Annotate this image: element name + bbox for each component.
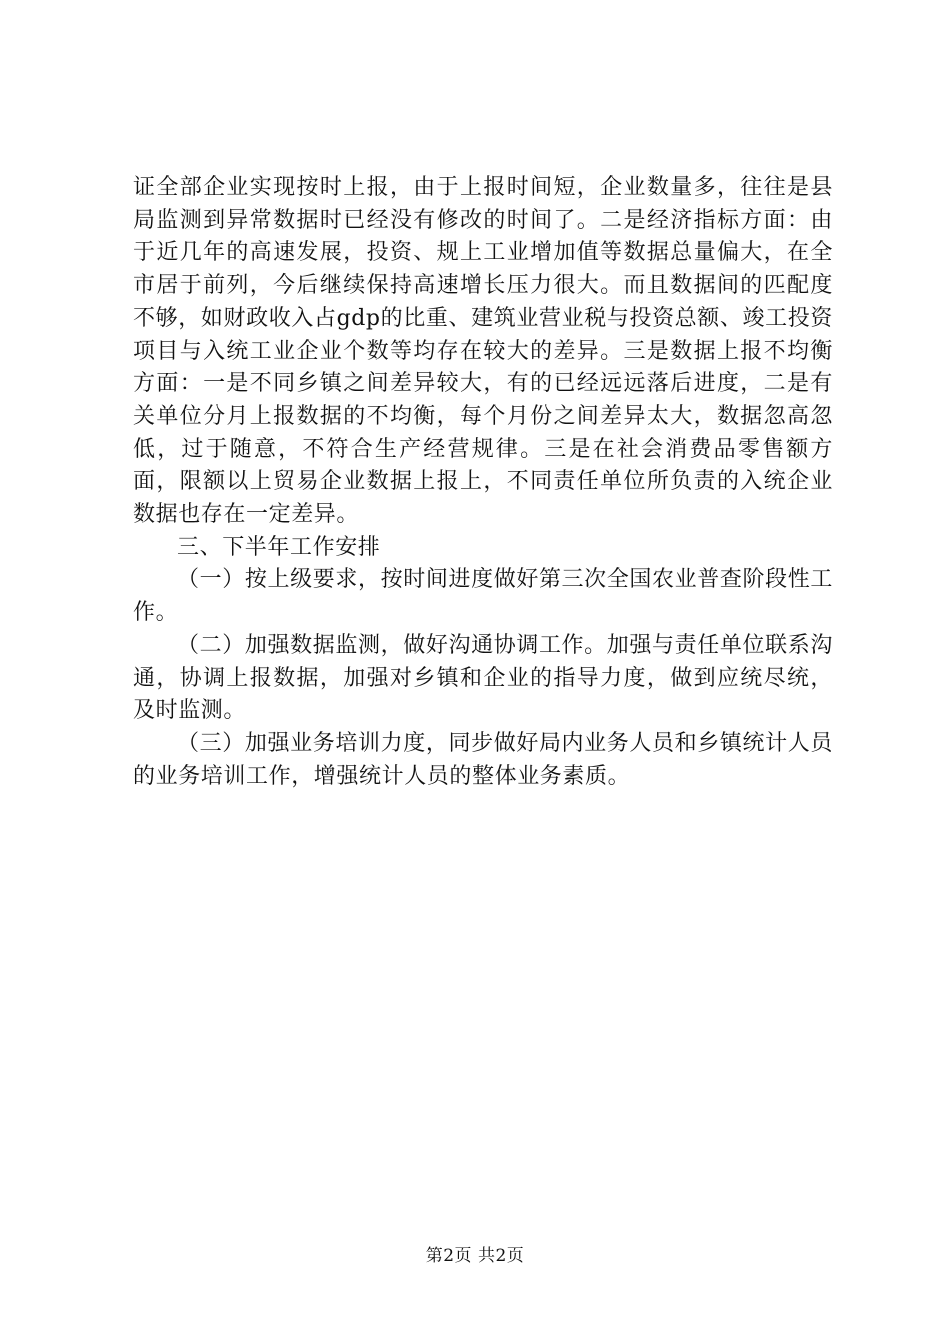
document-body — [133, 172, 833, 793]
paragraph-item-1: （一）按上级要求，按时间进度做好第三次全国农业普查阶段性工作。 — [133, 567, 833, 626]
section-heading: 三、下半年工作安排 — [177, 534, 381, 560]
paragraph-continuation: 证全部企业实现按时上报，由于上报时间短，企业数量多，往往是县局监测到异常数据时已经没有修改的时间了。二是经济指标方面：由于近几年的高速发展，投资、规上工业增加值等数据总量偏大，在全市居于前列，今后继续保持高速增长压力很大。而且数据间的匹配度不够，如财政收入占gdp的比重、建筑业营业税与投资总额、竣工投资项目与入统工业企业个数等均存在较大的差异。三是数据上报不均衡方面：一是不同乡镇之间差异较大，有的已经远远落后进度，二是有关单位分月上报数据的不均衡，每个月份之间差异太大，数据忽高忽低，过于随意，不符合生产经营规律。三是在社会消费品零售额方面，限额以上贸易企业数据上报上，不同责任单位所负责的入统企业数据也存在一定差异。 — [133, 175, 833, 528]
page-footer: 第2页 共2页 — [425, 1246, 525, 1266]
paragraph-item-3: （三）加强业务培训力度，同步做好局内业务人员和乡镇统计人员的业务培训工作，增强统计人员的整体业务素质。 — [133, 730, 833, 789]
paragraph-item-2: （二）加强数据监测，做好沟通协调工作。加强与责任单位联系沟通，协调上报数据，加强对乡镇和企业的指导力度，做到应统尽统，及时监测。 — [133, 632, 833, 724]
